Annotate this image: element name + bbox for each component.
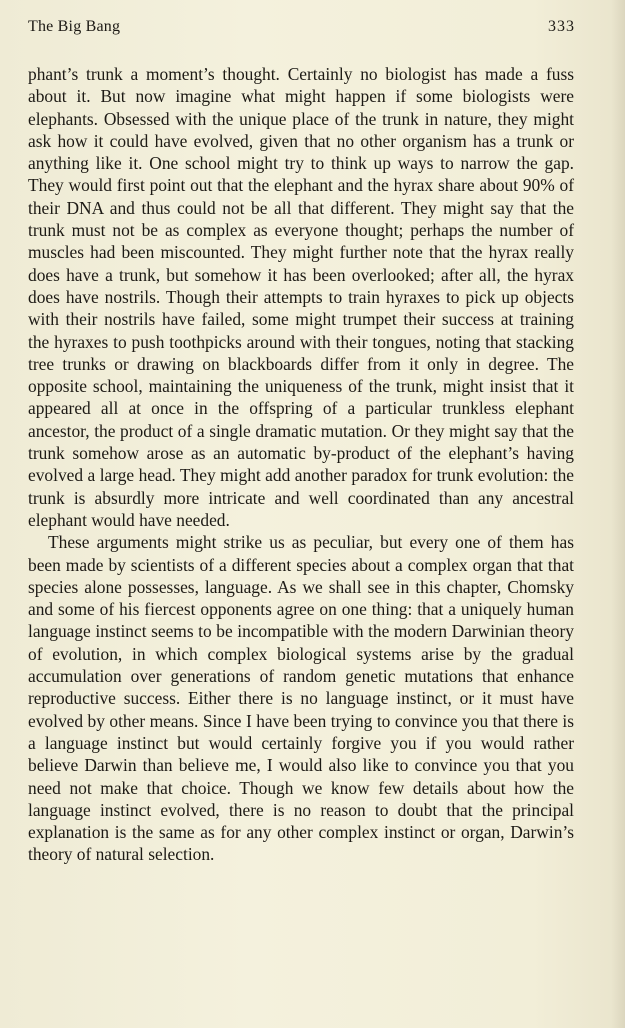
paragraph-1: phant’s trunk a moment’s thought. Certainly no biologist has made a fuss about it. But now imagine what might happen if some biologists were elephants. Obsessed with the unique place of the trunk in nature, they might ask how it could have evolved, given that no other organism has a trunk or anything like it. One school might try to think up ways to narrow the gap. They would first point out that the elephant and the hyrax share about 90% of their DNA and thus could not be all that different. They might say that the trunk must not be as complex as everyone thought; perhaps the number of muscles had been miscounted. They might further note that the hyrax really does have a trunk, but somehow it has been overlooked; after all, the hyrax does have nostrils. Though their attempts to train hyraxes to pick up objects with their nostrils have failed, some might trumpet their success at training the hyraxes to push toothpicks around with their tongues, noting that stacking tree trunks or drawing on blackboards differ from it only in degree. The opposite school, maintaining the uniqueness of the trunk, might insist that it appeared all at once in the offspring of a particular trunkless elephant ancestor, the product of a single dramatic mutation. Or they might say that the trunk somehow arose as an automatic by-product of the elephant’s having evolved a large head. They might add another paradox for trunk evolution: the trunk is absurdly more intricate and well coordinated than any ancestral elephant would have needed.	[28, 64, 574, 530]
running-head	[28, 18, 575, 42]
page-number: 333	[548, 18, 575, 35]
paragraph-2: These arguments might strike us as peculiar, but every one of them has been made by scientists of a different species about a complex organ that that species alone possesses, language. As we shall see in this chapter, Chomsky and some of his fiercest opponents agree on one thing: that a uniquely human language instinct seems to be incompatible with the modern Darwinian theory of evolution, in which complex biological systems arise by the gradual accumulation over generations of random genetic mutations that enhance reproductive success. Either there is no language instinct, or it must have evolved by other means. Since I have been trying to convince you that there is a language instinct but would certainly forgive you if you would rather believe Darwin than believe me, I would also like to convince you that you need not make that choice. Though we know few details about how the language instinct evolved, there is no reason to doubt that the principal explanation is the same as for any other complex instinct or organ, Darwin’s theory of natural selection.	[28, 532, 574, 865]
running-head-title: The Big Bang	[28, 18, 121, 35]
page-edge-shadow	[611, 0, 625, 1028]
body-text	[28, 63, 574, 866]
